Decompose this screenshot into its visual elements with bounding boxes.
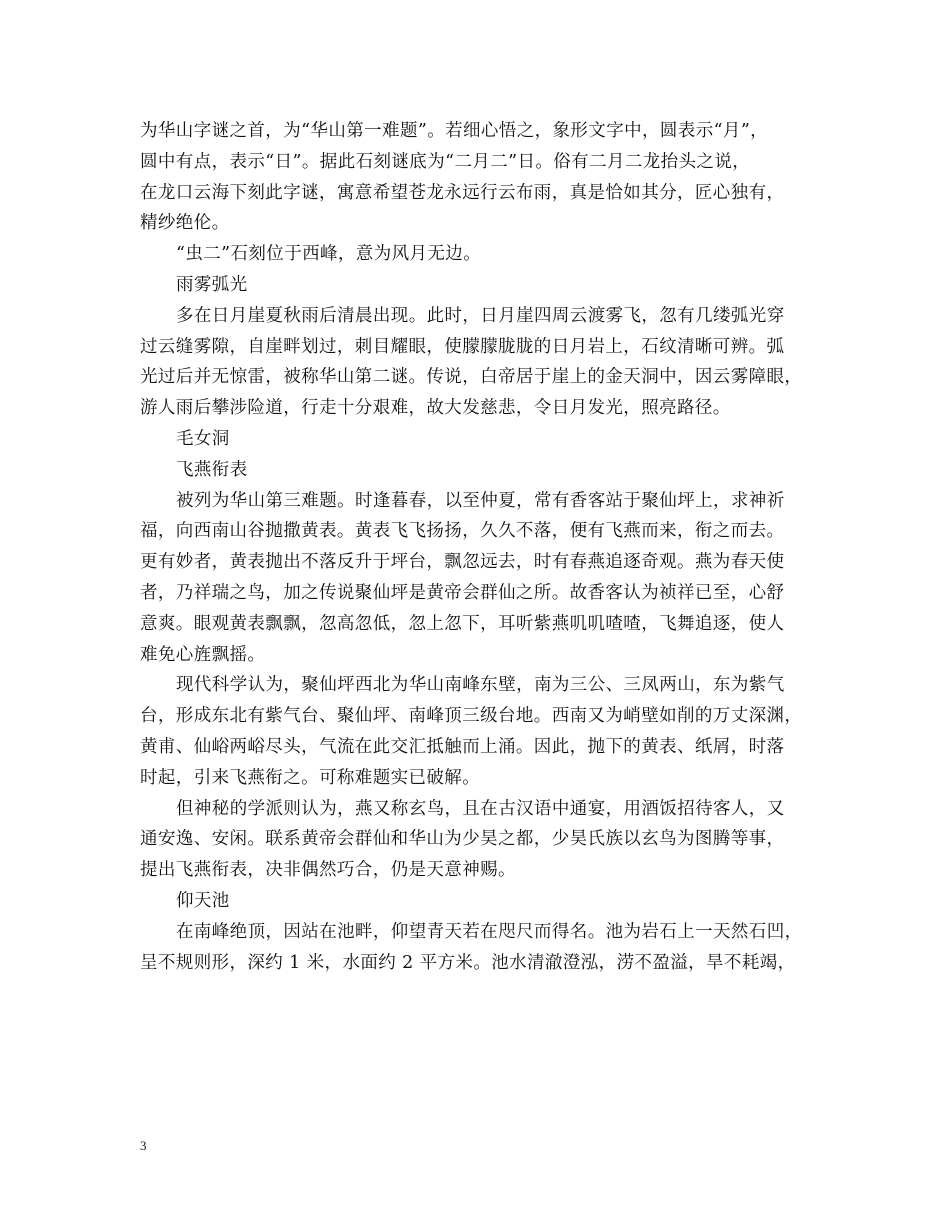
text-line: 过云缝雾隙，自崖畔划过，刺目耀眼，使朦朦胧胧的日月岩上，石纹清晰可辨。弧 bbox=[140, 336, 785, 357]
text-line: 更有妙者，黄表抛出不落反升于坪台，飘忽远去，时有春燕追逐奇观。燕为春天使 bbox=[140, 552, 785, 573]
text-line: 提出飞燕衔表，决非偶然巧合，仍是天意神赐。 bbox=[140, 860, 516, 881]
text-line: 黄甫、仙峪两峪尽头，气流在此交汇抵触而上涌。因此，抛下的黄表、纸屑，时落 bbox=[140, 736, 785, 757]
text-line: 呈不规则形，深约 1 米，水面约 2 平方米。池水清澈澄泓，涝不盈溢，旱不耗竭， bbox=[140, 952, 796, 973]
text-line: 光过后并无惊雷，被称华山第二谜。传说，白帝居于崖上的金天洞中，因云雾障眼， bbox=[140, 367, 803, 388]
document-body bbox=[140, 116, 840, 978]
text-line: 台，形成东北有紫气台、聚仙坪、南峰顶三级台地。西南又为峭壁如削的万丈深渊， bbox=[140, 706, 803, 727]
text-line: 在龙口云海下刻此字谜，寓意希望苍龙永远行云布雨，真是恰如其分，匠心独有， bbox=[140, 182, 785, 203]
text-line: 难免心旌飘摇。 bbox=[140, 644, 266, 665]
text-line: 时起，引来飞燕衔之。可称难题实已破解。 bbox=[140, 767, 481, 788]
text-line: 毛女洞 bbox=[176, 428, 230, 449]
text-line: 飞燕衔表 bbox=[176, 459, 248, 480]
text-line: 被列为华山第三难题。时逢暮春，以至仲夏，常有香客站于聚仙坪上，求神祈 bbox=[176, 490, 785, 511]
text-line: 通安逸、安闲。联系黄帝会群仙和华山为少昊之都，少昊氏族以玄鸟为图腾等事， bbox=[140, 829, 785, 850]
text-line: 意爽。眼观黄表飘飘，忽高忽低，忽上忽下，耳听紫燕叽叽喳喳，飞舞追逐，使人 bbox=[140, 613, 785, 634]
text-line: 圆中有点，表示“日”。据此石刻谜底为“二月二”日。俗有二月二龙抬头之说， bbox=[140, 151, 751, 172]
text-line: 在南峰绝顶，因站在池畔，仰望青天若在咫尺而得名。池为岩石上一天然石凹， bbox=[176, 921, 803, 942]
text-line: 游人雨后攀涉险道，行走十分艰难，故大发慈悲，令日月发光，照亮路径。 bbox=[140, 398, 731, 419]
text-line: 者，乃祥瑞之鸟，加之传说聚仙坪是黄帝会群仙之所。故香客认为祯祥已至，心舒 bbox=[140, 582, 785, 603]
text-line: 精纱绝伦。 bbox=[140, 213, 230, 234]
text-line: 福，向西南山谷抛撒黄表。黄表飞飞扬扬，久久不落，便有飞燕而来，衔之而去。 bbox=[140, 521, 785, 542]
text-line: 为华山字谜之首，为“华山第一难题”。若细心悟之，象形文字中，圆表示“月”， bbox=[140, 121, 769, 141]
text-line: 但神秘的学派则认为，燕又称玄鸟，且在古汉语中通宴，用酒饭招待客人，又 bbox=[176, 798, 785, 819]
text-line: 多在日月崖夏秋雨后清晨出现。此时，日月崖四周云渡雾飞，忽有几缕弧光穿 bbox=[176, 305, 785, 326]
text-line: 仰天池 bbox=[176, 890, 230, 911]
text-line: “虫二”石刻位于西峰，意为风月无边。 bbox=[176, 244, 482, 265]
text-line: 雨雾弧光 bbox=[176, 274, 248, 295]
page-number: 3 bbox=[140, 1138, 147, 1153]
text-line: 现代科学认为，聚仙坪西北为华山南峰东壁，南为三公、三凤两山，东为紫气 bbox=[176, 675, 785, 696]
